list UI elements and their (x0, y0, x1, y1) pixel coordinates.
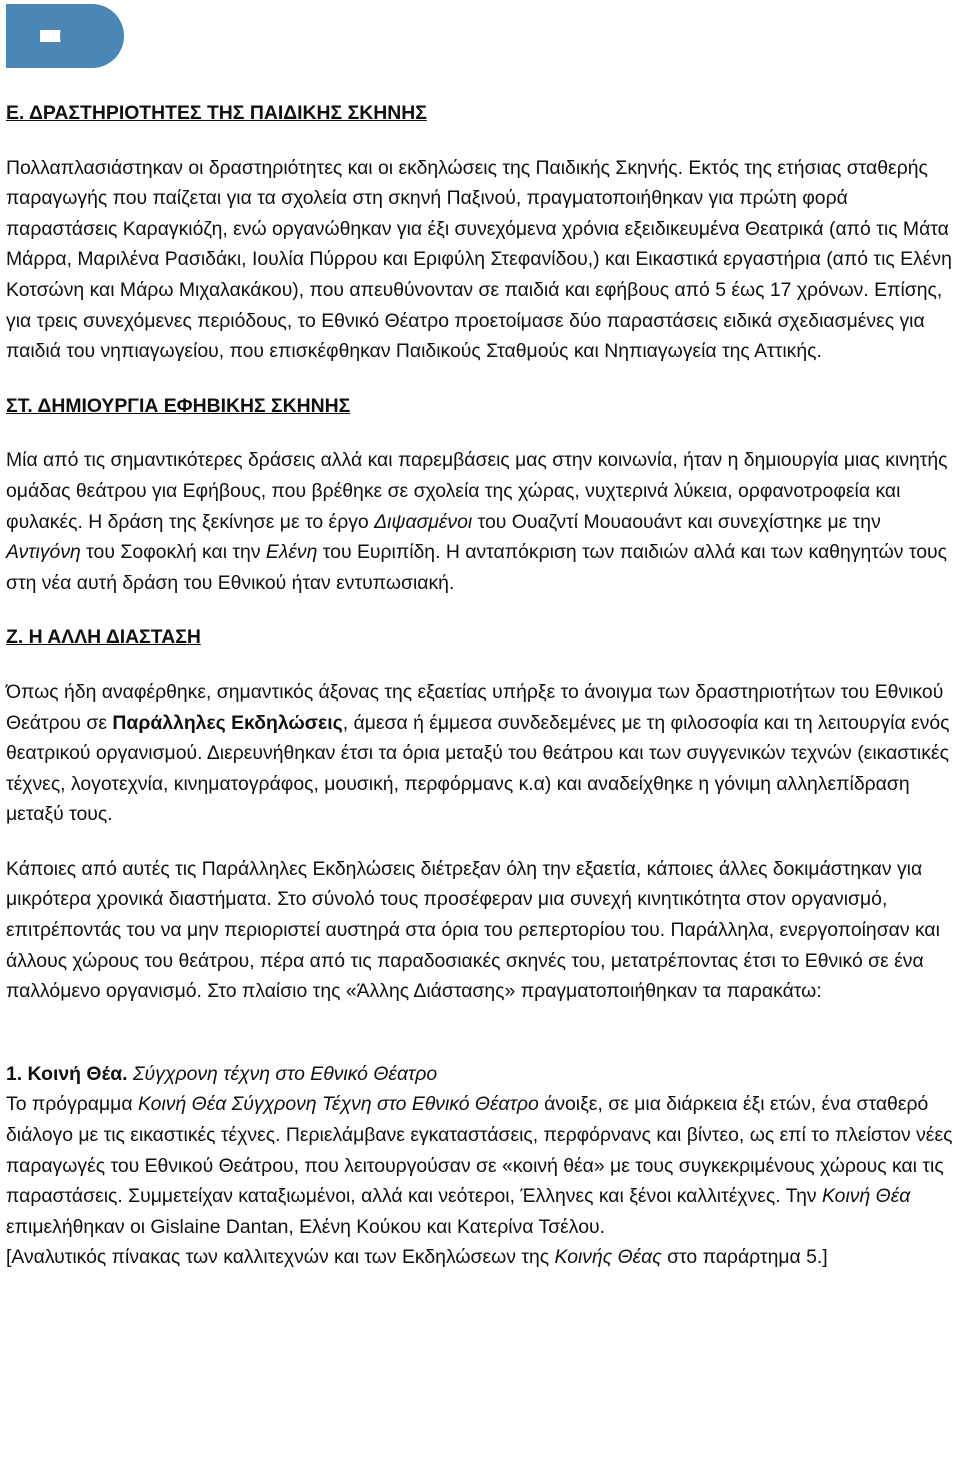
item-1-note: [Αναλυτικός πίνακας των καλλιτεχνών και των Εκδηλώσεων της Κοινής Θέας στο παράρτημα 5.] (6, 1246, 828, 1269)
section-st-paragraph: Μία από τις σημαντικότερες δράσεις αλλά και παρεμβάσεις μας στην κοινωνία, ήταν η δημιουργία μιας κινητής ομάδας θεάτρου για Εφήβους, που βρέθηκε σε σχολεία της χώρας, νυχτερινά λύκεια, ορφανοτροφεία και φυλακές. Η δράση της ξεκίνησε με το έργο Διψασμένοι του Ουαζντί Μουαουάντ και συνεχίστηκε με την Αντιγόνη του Σοφοκλή και την Ελένη του Ευριπίδη. Η ανταπόκριση των παιδιών αλλά και των καθηγητών τους στη νέα αυτή δράση του Εθνικού ήταν εντυπωσιακή. (6, 449, 948, 594)
document-body (6, 98, 956, 1273)
item-1-title: 1. Κοινή Θέα. Σύγχρονη τέχνη στο Εθνικό Θέατρο (6, 1062, 438, 1085)
logo (6, 4, 124, 73)
section-z-paragraph-2: Κάποιες από αυτές τις Παράλληλες Εκδηλώσεις διέτρεξαν όλη την εξαετία, κάποιες άλλες δοκιμάστηκαν για μικρότερα χρονικά διαστήματα. Στο σύνολό τους προσέφεραν μια συνεχή κινητικότητα στον οργανισμό, επιτρέποντάς του να μην περιοριστεί αυστηρά στα όρια του ρεπερτορίου του. Παράλληλα, ενεργοποίησαν και άλλους χώρους του θεάτρου, πέρα από τις παραδοσιακές σκηνές του, μετατρέποντας έτσι το Εθνικό σε ένα παλλόμενο οργανισμό. Στο πλαίσιο της «Άλλης Διάστασης» πραγματοποιήθηκαν τα παρακάτω: (6, 857, 940, 1003)
section-heading-st: ΣΤ. ΔΗΜΙΟΥΡΓΙΑ ΕΦΗΒΙΚΗΣ ΣΚΗΝΗΣ (6, 394, 351, 417)
theatre-logo-icon (6, 4, 124, 68)
section-heading-e: Ε. ΔΡΑΣΤΗΡΙΟΤΗΤΕΣ ΤΗΣ ΠΑΙΔΙΚΗΣ ΣΚΗΝΗΣ (6, 102, 427, 124)
section-e-paragraph: Πολλαπλασιάστηκαν οι δραστηριότητες και οι εκδηλώσεις της Παιδικής Σκηνής. Εκτός της ετήσιας σταθερής παραγωγής που παίζεται για τα σχολεία στη σκηνή Παξινού, πραγματοποιήθηκαν για πρώτη φορά παραστάσεις Καραγκιόζη, ενώ οργανώθηκαν για έξι συνεχόμενα χρόνια εξειδικευμένα Θεατρικά (από τις Μάτα Μάρρα, Μαριλένα Ρασιδάκι, Ιουλία Πύρρου και Εριφύλη Στεφανίδου,) και Εικαστικά εργαστήρια (από τις Ελένη Κοτσώνη και Μάρω Μιχαλακάκου), που απευθύνονταν σε παιδιά και εφήβους από 5 έως 17 χρόνων. Επίσης, για τρεις συνεχόμενες περιόδους, το Εθνικό Θέατρο προετοίμασε δύο παραστάσεις ειδικά σχεδιασμένες για παιδιά του νηπιαγωγείου, που επισκέφθηκαν Παιδικούς Σταθμούς και Νηπιαγωγεία της Αττικής. (6, 156, 952, 363)
section-heading-z: Ζ. Η ΑΛΛΗ ΔΙΑΣΤΑΣΗ (6, 626, 201, 649)
section-z-paragraph-1: Όπως ήδη αναφέρθηκε, σημαντικός άξονας της εξαετίας υπήρξε το άνοιγμα των δραστηριοτήτων του Εθνικού Θεάτρου σε Παράλληλες Εκδηλώσεις, άμεσα ή έμμεσα συνδεδεμένες με τη φιλοσοφία και τη λειτουργία ενός θεατρικού οργανισμού. Διερευνήθηκαν έτσι τα όρια μεταξύ του θεάτρου και των συγγενικών τεχνών (εικαστικές τέχνες, λογοτεχνία, κινηματογράφος, μουσική, περφόρμανς κ.α) και αναδείχθηκε η γόνιμη αλληλεπίδραση μεταξύ τους. (6, 680, 950, 826)
item-1-paragraph: Το πρόγραμμα Κοινή Θέα Σύγχρονη Τέχνη στο Εθνικό Θέατρο άνοιξε, σε μια διάρκεια έξι ετών, ένα σταθερό διάλογο με τις εικαστικές τέχνες. Περιελάμβανε εγκαταστάσεις, περφόρνανς και βίντεο, ως επί το πλείστον νέες παραγωγές του Εθνικού Θεάτρου, που λειτουργούσαν σε «κοινή θέα» με τους συγκεκριμένους χώρους και τις παραστάσεις. Συμμετείχαν καταξιωμένοι, αλλά και νεότεροι, Έλληνες και ξένοι καλλιτέχνες. Την Κοινή Θέα επιμελήθηκαν οι Gislaine Dantan, Ελένη Κούκου και Κατερίνα Τσέλου. (6, 1093, 953, 1238)
